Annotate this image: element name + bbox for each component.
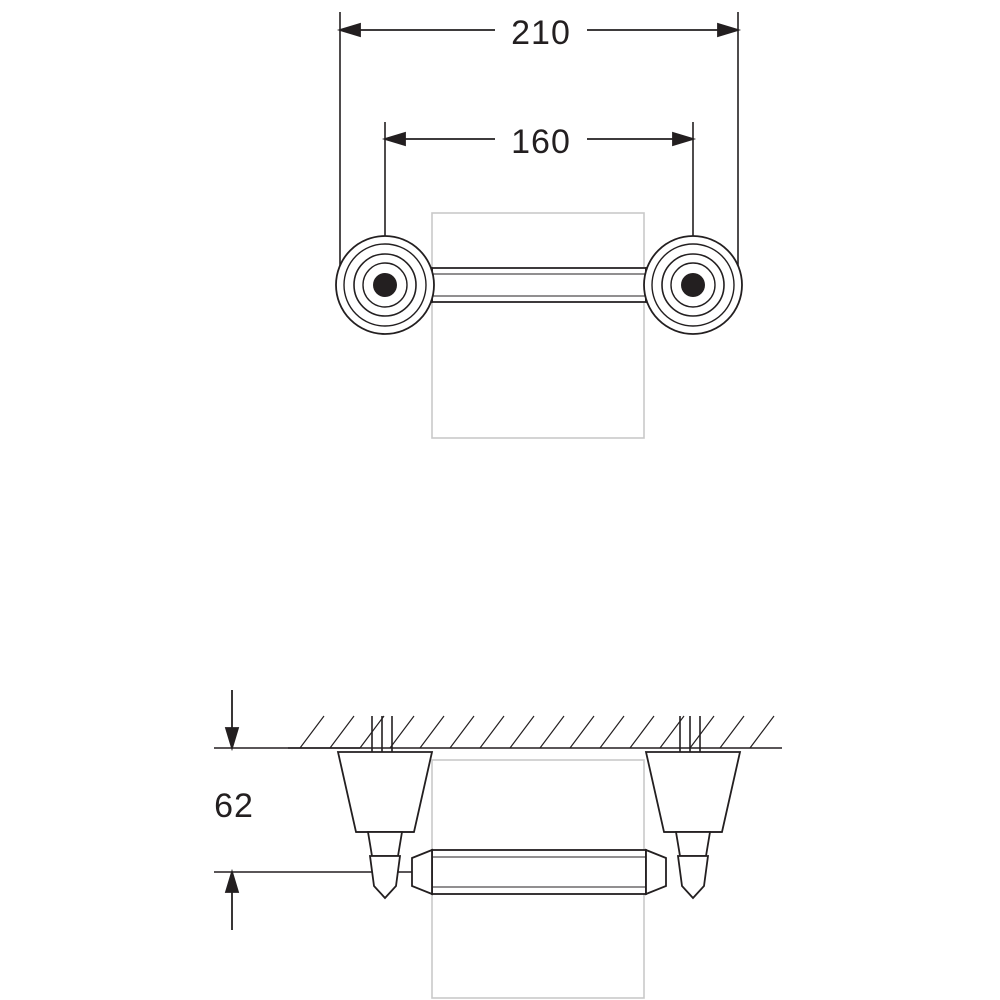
- roll-outline-front: [432, 213, 644, 438]
- side-view: [198, 690, 782, 998]
- right-rosette-front: [644, 236, 742, 334]
- dimension-label-center-distance: 160: [511, 123, 571, 161]
- front-view: [336, 10, 742, 438]
- wall-hatching: [288, 716, 782, 748]
- bar-front: [432, 268, 646, 302]
- bar-side: [412, 850, 666, 894]
- right-bracket-stems: [680, 716, 700, 752]
- dimension-label-depth: 62: [214, 787, 254, 825]
- dimension-label-overall-width: 210: [511, 14, 571, 52]
- left-bracket-stems: [372, 716, 392, 752]
- left-rosette-front: [336, 236, 434, 334]
